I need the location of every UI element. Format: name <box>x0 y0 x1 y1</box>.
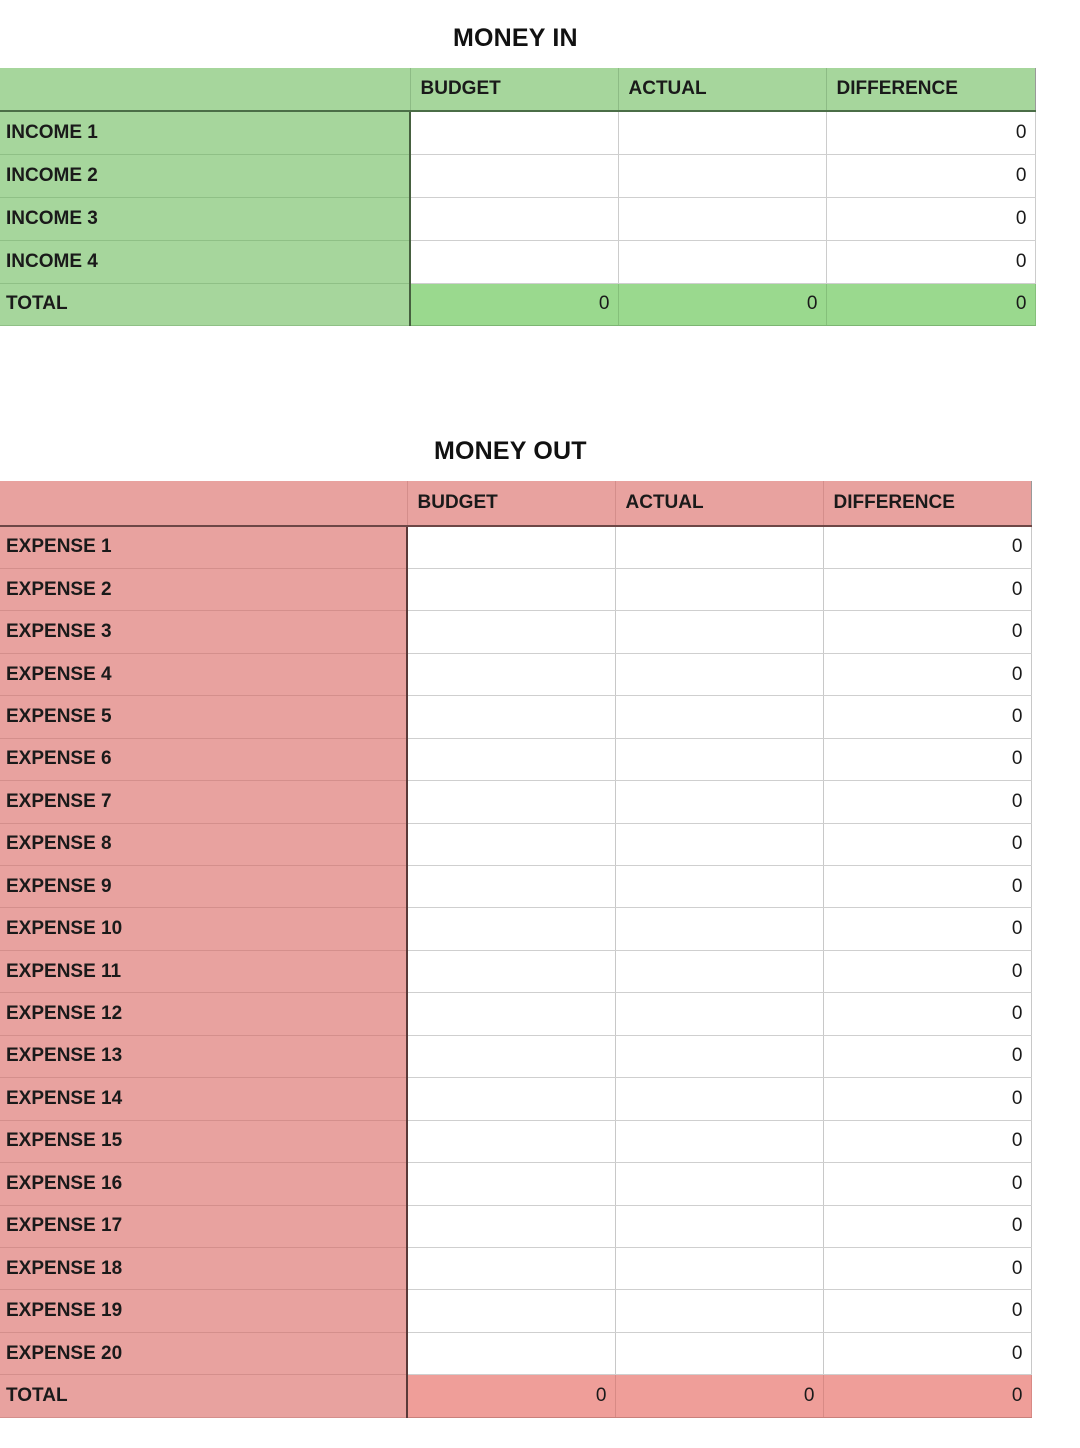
expense-actual-cell[interactable] <box>615 1163 823 1205</box>
expense-actual-cell[interactable] <box>615 993 823 1035</box>
expense-row <box>0 1035 1031 1077</box>
income-difference-cell[interactable]: 0 <box>826 111 1035 154</box>
expense-row <box>0 611 1031 653</box>
expense-actual-cell[interactable] <box>615 1205 823 1247</box>
income-label[interactable]: INCOME 3 <box>0 197 410 240</box>
expense-row <box>0 1078 1031 1120</box>
income-row <box>0 197 1035 240</box>
expense-difference-cell[interactable]: 0 <box>823 1247 1031 1289</box>
expense-actual-cell[interactable] <box>615 950 823 992</box>
expense-actual-cell[interactable] <box>615 1120 823 1162</box>
expense-row <box>0 950 1031 992</box>
expense-label[interactable]: EXPENSE 14 <box>0 1078 407 1120</box>
expense-actual-cell[interactable] <box>615 653 823 695</box>
money-in-header-budget[interactable]: BUDGET <box>410 68 618 111</box>
expense-difference-cell[interactable]: 0 <box>823 823 1031 865</box>
expense-label[interactable]: EXPENSE 16 <box>0 1163 407 1205</box>
expense-label[interactable]: EXPENSE 13 <box>0 1035 407 1077</box>
money-in-total-row <box>0 283 1035 325</box>
income-actual-cell[interactable] <box>618 197 826 240</box>
income-row <box>0 154 1035 197</box>
expense-row <box>0 738 1031 780</box>
expense-label[interactable]: EXPENSE 1 <box>0 526 407 568</box>
income-budget-cell[interactable] <box>410 197 618 240</box>
expense-budget-cell[interactable] <box>407 781 615 823</box>
expense-actual-cell[interactable] <box>615 908 823 950</box>
income-budget-cell[interactable] <box>410 111 618 154</box>
expense-actual-cell[interactable] <box>615 823 823 865</box>
expense-difference-cell[interactable]: 0 <box>823 1290 1031 1332</box>
expense-label[interactable]: EXPENSE 11 <box>0 950 407 992</box>
expense-difference-cell[interactable]: 0 <box>823 1163 1031 1205</box>
expense-budget-cell[interactable] <box>407 866 615 908</box>
expense-actual-cell[interactable] <box>615 1332 823 1374</box>
money-in-table <box>0 68 1036 326</box>
expense-row <box>0 993 1031 1035</box>
expense-actual-cell[interactable] <box>615 1247 823 1289</box>
expense-actual-cell[interactable] <box>615 696 823 738</box>
expense-actual-cell[interactable] <box>615 1078 823 1120</box>
expense-row <box>0 908 1031 950</box>
expense-actual-cell[interactable] <box>615 866 823 908</box>
income-actual-cell[interactable] <box>618 154 826 197</box>
expense-budget-cell[interactable] <box>407 950 615 992</box>
expense-difference-cell[interactable]: 0 <box>823 611 1031 653</box>
money-in-header-label <box>0 68 410 111</box>
expense-difference-cell[interactable]: 0 <box>823 993 1031 1035</box>
money-out-total-actual[interactable]: 0 <box>615 1375 823 1418</box>
expense-difference-cell[interactable]: 0 <box>823 908 1031 950</box>
expense-row <box>0 526 1031 568</box>
money-in-total-actual[interactable]: 0 <box>618 283 826 325</box>
income-budget-cell[interactable] <box>410 154 618 197</box>
expense-label[interactable]: EXPENSE 8 <box>0 823 407 865</box>
income-label[interactable]: INCOME 1 <box>0 111 410 154</box>
expense-label[interactable]: EXPENSE 18 <box>0 1247 407 1289</box>
money-in-total-budget[interactable]: 0 <box>410 283 618 325</box>
expense-label[interactable]: EXPENSE 5 <box>0 696 407 738</box>
money-out-header-actual[interactable]: ACTUAL <box>615 481 823 526</box>
income-label[interactable]: INCOME 2 <box>0 154 410 197</box>
expense-row <box>0 866 1031 908</box>
expense-budget-cell[interactable] <box>407 1163 615 1205</box>
money-in-total-difference[interactable]: 0 <box>826 283 1035 325</box>
expense-label[interactable]: EXPENSE 6 <box>0 738 407 780</box>
expense-difference-cell[interactable]: 0 <box>823 1205 1031 1247</box>
expense-difference-cell[interactable]: 0 <box>823 738 1031 780</box>
income-actual-cell[interactable] <box>618 111 826 154</box>
expense-label[interactable]: EXPENSE 15 <box>0 1120 407 1162</box>
expense-label[interactable]: EXPENSE 19 <box>0 1290 407 1332</box>
expense-label[interactable]: EXPENSE 9 <box>0 866 407 908</box>
expense-budget-cell[interactable] <box>407 653 615 695</box>
income-budget-cell[interactable] <box>410 240 618 283</box>
income-actual-cell[interactable] <box>618 240 826 283</box>
expense-actual-cell[interactable] <box>615 568 823 610</box>
expense-budget-cell[interactable] <box>407 696 615 738</box>
expense-difference-cell[interactable]: 0 <box>823 781 1031 823</box>
money-in-total-label[interactable]: TOTAL <box>0 283 410 325</box>
expense-row <box>0 568 1031 610</box>
expense-difference-cell[interactable]: 0 <box>823 653 1031 695</box>
expense-label[interactable]: EXPENSE 20 <box>0 1332 407 1374</box>
expense-row <box>0 653 1031 695</box>
income-label[interactable]: INCOME 4 <box>0 240 410 283</box>
expense-budget-cell[interactable] <box>407 738 615 780</box>
expense-label[interactable]: EXPENSE 7 <box>0 781 407 823</box>
expense-row <box>0 781 1031 823</box>
expense-budget-cell[interactable] <box>407 1290 615 1332</box>
expense-budget-cell[interactable] <box>407 568 615 610</box>
expense-actual-cell[interactable] <box>615 738 823 780</box>
money-in-header-difference[interactable]: DIFFERENCE <box>826 68 1035 111</box>
money-out-total-budget[interactable]: 0 <box>407 1375 615 1418</box>
expense-row <box>0 1163 1031 1205</box>
income-difference-cell[interactable]: 0 <box>826 197 1035 240</box>
expense-label[interactable]: EXPENSE 12 <box>0 993 407 1035</box>
income-difference-cell[interactable]: 0 <box>826 240 1035 283</box>
expense-budget-cell[interactable] <box>407 1035 615 1077</box>
money-out-total-row <box>0 1375 1031 1418</box>
money-out-table <box>0 481 1032 1418</box>
money-in-header-actual[interactable]: ACTUAL <box>618 68 826 111</box>
expense-budget-cell[interactable] <box>407 611 615 653</box>
expense-label[interactable]: EXPENSE 2 <box>0 568 407 610</box>
income-row <box>0 240 1035 283</box>
money-out-header-row <box>0 481 1031 526</box>
income-difference-cell[interactable]: 0 <box>826 154 1035 197</box>
expense-row <box>0 1332 1031 1374</box>
income-row <box>0 111 1035 154</box>
money-out-title: MONEY OUT <box>434 437 587 465</box>
expense-budget-cell[interactable] <box>407 823 615 865</box>
expense-row <box>0 823 1031 865</box>
expense-actual-cell[interactable] <box>615 781 823 823</box>
expense-row <box>0 1205 1031 1247</box>
expense-difference-cell[interactable]: 0 <box>823 1078 1031 1120</box>
expense-budget-cell[interactable] <box>407 993 615 1035</box>
expense-budget-cell[interactable] <box>407 1247 615 1289</box>
expense-actual-cell[interactable] <box>615 1035 823 1077</box>
money-in-header-row <box>0 68 1035 111</box>
money-out-header-difference[interactable]: DIFFERENCE <box>823 481 1031 526</box>
expense-budget-cell[interactable] <box>407 908 615 950</box>
expense-budget-cell[interactable] <box>407 1205 615 1247</box>
expense-row <box>0 696 1031 738</box>
expense-label[interactable]: EXPENSE 3 <box>0 611 407 653</box>
expense-row <box>0 1247 1031 1289</box>
expense-budget-cell[interactable] <box>407 1332 615 1374</box>
expense-budget-cell[interactable] <box>407 526 615 568</box>
expense-budget-cell[interactable] <box>407 1078 615 1120</box>
money-out-total-difference[interactable]: 0 <box>823 1375 1031 1418</box>
money-in-title: MONEY IN <box>453 24 578 52</box>
expense-label[interactable]: EXPENSE 10 <box>0 908 407 950</box>
money-out-header-budget[interactable]: BUDGET <box>407 481 615 526</box>
expense-difference-cell[interactable]: 0 <box>823 1035 1031 1077</box>
expense-difference-cell[interactable]: 0 <box>823 696 1031 738</box>
expense-row <box>0 1120 1031 1162</box>
expense-actual-cell[interactable] <box>615 526 823 568</box>
expense-budget-cell[interactable] <box>407 1120 615 1162</box>
expense-label[interactable]: EXPENSE 17 <box>0 1205 407 1247</box>
expense-actual-cell[interactable] <box>615 1290 823 1332</box>
expense-actual-cell[interactable] <box>615 611 823 653</box>
expense-difference-cell[interactable]: 0 <box>823 526 1031 568</box>
money-out-header-label <box>0 481 407 526</box>
expense-difference-cell[interactable]: 0 <box>823 1332 1031 1374</box>
expense-difference-cell[interactable]: 0 <box>823 568 1031 610</box>
expense-difference-cell[interactable]: 0 <box>823 1120 1031 1162</box>
expense-label[interactable]: EXPENSE 4 <box>0 653 407 695</box>
expense-difference-cell[interactable]: 0 <box>823 866 1031 908</box>
expense-difference-cell[interactable]: 0 <box>823 950 1031 992</box>
expense-row <box>0 1290 1031 1332</box>
money-out-total-label[interactable]: TOTAL <box>0 1375 407 1418</box>
